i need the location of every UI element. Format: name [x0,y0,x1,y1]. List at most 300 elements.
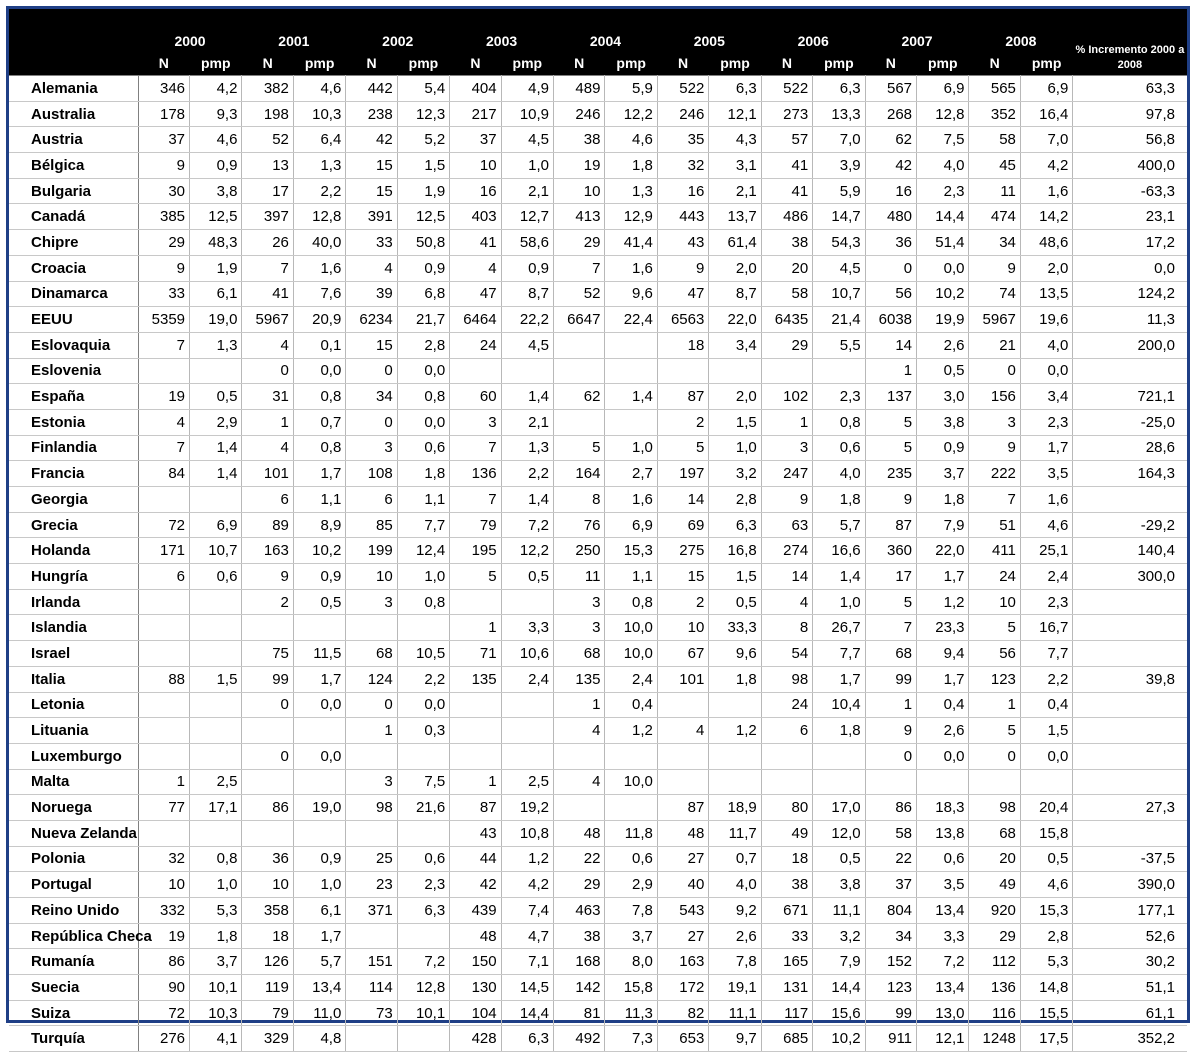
n-cell: 5 [969,615,1020,641]
country-cell: Noruega [9,795,138,821]
n-cell: 195 [450,538,501,564]
n-cell: 403 [450,204,501,230]
pmp-cell: 13,4 [917,975,969,1001]
pmp-cell: 4,1 [190,1026,242,1052]
n-cell: 5359 [138,307,189,333]
n-cell: 10 [969,589,1020,615]
n-cell: 87 [450,795,501,821]
n-cell: 19 [554,153,605,179]
n-cell: 0 [969,358,1020,384]
increment-cell [1073,358,1187,384]
pmp-cell [709,692,761,718]
pmp-cell: 0,5 [190,384,242,410]
pmp-cell: 4,8 [293,1026,345,1052]
pmp-cell: 1,0 [190,872,242,898]
n-cell: 463 [554,898,605,924]
pmp-cell: 11,5 [293,641,345,667]
n-cell [346,820,397,846]
n-cell: 136 [450,461,501,487]
pmp-cell: 7,0 [813,127,865,153]
pmp-cell: 3,7 [605,923,657,949]
n-cell: 41 [242,281,293,307]
year-header: 2007 [865,9,969,51]
pmp-cell: 4,0 [813,461,865,487]
table-row [9,487,1187,513]
pmp-cell [605,332,657,358]
n-cell: 391 [346,204,397,230]
pmp-cell: 4,5 [813,255,865,281]
pmp-cell: 1,3 [501,435,553,461]
pmp-cell: 2,6 [917,718,969,744]
table-row [9,435,1187,461]
n-cell: 198 [242,101,293,127]
pmp-cell: 1,0 [397,564,449,590]
increment-cell: 11,3 [1073,307,1187,333]
n-cell: 24 [450,332,501,358]
pmp-cell: 17,1 [190,795,242,821]
n-cell: 62 [554,384,605,410]
n-cell: 0 [865,255,916,281]
pmp-cell: 21,4 [813,307,865,333]
n-cell: 1 [865,358,916,384]
pmp-cell: 6,8 [397,281,449,307]
pmp-cell: 0,4 [917,692,969,718]
pmp-cell [397,820,449,846]
n-cell: 22 [865,846,916,872]
n-cell: 199 [346,538,397,564]
pmp-cell: 58,6 [501,230,553,256]
pmp-subheader: pmp [1020,51,1072,76]
n-cell: 44 [450,846,501,872]
n-cell: 5 [554,435,605,461]
n-cell: 9 [138,153,189,179]
n-cell: 29 [554,872,605,898]
pmp-cell: 9,7 [709,1026,761,1052]
pmp-cell: 4,6 [190,127,242,153]
table-row [9,178,1187,204]
pmp-cell [190,358,242,384]
table-row [9,461,1187,487]
n-cell: 7 [969,487,1020,513]
n-cell: 2 [657,589,708,615]
n-cell: 385 [138,204,189,230]
table-row [9,512,1187,538]
increment-cell: 23,1 [1073,204,1187,230]
pmp-cell: 3,8 [813,872,865,898]
n-cell: 3 [450,409,501,435]
table-row [9,820,1187,846]
n-cell: 1 [138,769,189,795]
pmp-cell: 5,4 [397,76,449,102]
n-cell: 49 [761,820,812,846]
n-cell: 101 [242,461,293,487]
increment-cell [1073,641,1187,667]
n-cell: 543 [657,898,708,924]
n-cell: 9 [865,718,916,744]
pmp-cell: 8,7 [501,281,553,307]
pmp-cell: 1,6 [293,255,345,281]
n-cell [138,743,189,769]
n-cell: 14 [657,487,708,513]
country-cell: Alemania [9,76,138,102]
n-cell: 99 [242,666,293,692]
n-cell [138,718,189,744]
n-cell: 197 [657,461,708,487]
pmp-cell: 1,4 [501,487,553,513]
n-cell: 1 [450,615,501,641]
n-cell: 671 [761,898,812,924]
country-cell: Suiza [9,1000,138,1026]
pmp-cell: 13,0 [917,1000,969,1026]
pmp-cell: 20,4 [1020,795,1072,821]
pmp-cell: 23,3 [917,615,969,641]
pmp-cell [605,358,657,384]
n-cell: 0 [242,692,293,718]
n-cell: 29 [554,230,605,256]
country-cell: España [9,384,138,410]
pmp-cell: 5,5 [813,332,865,358]
n-cell: 45 [969,153,1020,179]
n-cell: 48 [554,820,605,846]
pmp-cell: 1,7 [1020,435,1072,461]
n-cell: 77 [138,795,189,821]
n-cell: 1 [865,692,916,718]
n-cell [346,615,397,641]
pmp-cell: 13,4 [917,898,969,924]
n-cell: 10 [657,615,708,641]
pmp-cell: 0,0 [293,743,345,769]
pmp-cell: 5,3 [190,898,242,924]
header-corner [9,9,138,51]
increment-cell: 30,2 [1073,949,1187,975]
pmp-cell [709,743,761,769]
pmp-cell: 3,8 [917,409,969,435]
increment-cell: 352,2 [1073,1026,1187,1052]
pmp-cell: 2,5 [501,769,553,795]
pmp-cell: 14,8 [1020,975,1072,1001]
pmp-cell: 4,9 [501,76,553,102]
table-row [9,949,1187,975]
n-cell: 150 [450,949,501,975]
increment-cell: 39,8 [1073,666,1187,692]
pmp-cell: 7,7 [813,641,865,667]
increment-cell: -63,3 [1073,178,1187,204]
pmp-cell: 0,4 [605,692,657,718]
year-header: 2005 [657,9,761,51]
n-cell: 24 [761,692,812,718]
n-cell: 119 [242,975,293,1001]
n-cell: 52 [242,127,293,153]
pmp-cell: 2,0 [709,384,761,410]
n-cell: 346 [138,76,189,102]
pmp-cell [397,615,449,641]
n-cell: 6 [761,718,812,744]
pmp-cell: 6,9 [917,76,969,102]
year-header: 2000 [138,9,242,51]
n-cell [761,769,812,795]
n-subheader: N [450,51,501,76]
n-cell: 68 [969,820,1020,846]
n-cell: 5 [865,409,916,435]
pmp-cell: 0,0 [397,692,449,718]
pmp-cell: 12,0 [813,820,865,846]
pmp-cell: 4,2 [501,872,553,898]
n-cell: 15 [346,153,397,179]
pmp-cell: 16,7 [1020,615,1072,641]
n-cell: 163 [242,538,293,564]
n-cell: 25 [346,846,397,872]
n-cell: 397 [242,204,293,230]
n-subheader: N [346,51,397,76]
n-cell: 14 [761,564,812,590]
pmp-cell: 1,0 [813,589,865,615]
pmp-cell: 14,4 [917,204,969,230]
table-row [9,255,1187,281]
n-cell: 142 [554,975,605,1001]
n-cell: 116 [969,1000,1020,1026]
country-cell: EEUU [9,307,138,333]
n-cell: 48 [657,820,708,846]
pmp-cell: 2,6 [709,923,761,949]
n-cell: 58 [865,820,916,846]
n-cell: 42 [450,872,501,898]
n-cell: 26 [242,230,293,256]
n-cell: 40 [657,872,708,898]
n-cell: 443 [657,204,708,230]
increment-cell: 400,0 [1073,153,1187,179]
table-row [9,898,1187,924]
pmp-cell: 15,3 [605,538,657,564]
n-cell: 98 [969,795,1020,821]
country-cell: Rumanía [9,949,138,975]
n-cell: 274 [761,538,812,564]
pmp-cell: 7,4 [501,898,553,924]
pmp-cell: 4,2 [1020,153,1072,179]
pmp-cell: 2,3 [1020,589,1072,615]
pmp-cell: 0,6 [917,846,969,872]
n-cell: 9 [969,435,1020,461]
pmp-cell: 19,0 [293,795,345,821]
n-cell: 29 [761,332,812,358]
pmp-cell: 7,7 [397,512,449,538]
increment-cell: 0,0 [1073,255,1187,281]
country-cell: Finlandia [9,435,138,461]
pmp-cell: 2,2 [1020,666,1072,692]
n-cell: 238 [346,101,397,127]
n-cell: 27 [657,846,708,872]
pmp-cell: 3,7 [917,461,969,487]
pmp-cell: 12,1 [917,1026,969,1052]
table-body [9,76,1187,1052]
n-cell: 8 [554,487,605,513]
increment-cell: 164,3 [1073,461,1187,487]
pmp-cell: 8,7 [709,281,761,307]
pmp-cell: 7,1 [501,949,553,975]
n-subheader: N [242,51,293,76]
country-cell: Israel [9,641,138,667]
pmp-cell: 3,7 [190,949,242,975]
pmp-cell [190,820,242,846]
n-cell: 99 [865,1000,916,1026]
n-cell: 29 [138,230,189,256]
pmp-cell: 2,9 [190,409,242,435]
increment-cell: 52,6 [1073,923,1187,949]
n-cell [138,487,189,513]
n-cell: 126 [242,949,293,975]
pmp-cell: 6,3 [501,1026,553,1052]
n-cell: 47 [450,281,501,307]
increment-cell: 63,3 [1073,76,1187,102]
n-cell: 14 [865,332,916,358]
pmp-cell: 0,9 [190,153,242,179]
n-cell: 117 [761,1000,812,1026]
pmp-cell: 1,2 [709,718,761,744]
country-cell: Bulgaria [9,178,138,204]
pmp-cell: 41,4 [605,230,657,256]
country-cell: Turquía [9,1026,138,1052]
pmp-cell: 1,8 [813,487,865,513]
n-cell: 18 [761,846,812,872]
n-cell [138,820,189,846]
increment-cell [1073,769,1187,795]
n-cell: 81 [554,1000,605,1026]
n-cell: 6647 [554,307,605,333]
n-cell: 43 [450,820,501,846]
n-cell: 1248 [969,1026,1020,1052]
n-cell: 3 [346,435,397,461]
pmp-cell [190,487,242,513]
n-cell: 30 [138,178,189,204]
pmp-cell: 0,6 [397,846,449,872]
pmp-cell: 6,4 [293,127,345,153]
pmp-cell: 1,7 [917,666,969,692]
n-cell [554,332,605,358]
pmp-cell: 0,6 [397,435,449,461]
pmp-cell: 1,0 [605,435,657,461]
n-cell: 38 [761,872,812,898]
country-cell: Croacia [9,255,138,281]
pmp-cell: 12,5 [397,204,449,230]
n-cell: 2 [657,409,708,435]
year-header: 2001 [242,9,346,51]
n-cell: 104 [450,1000,501,1026]
table-row [9,589,1187,615]
pmp-cell: 4,0 [709,872,761,898]
pmp-cell: 51,4 [917,230,969,256]
n-cell: 41 [450,230,501,256]
n-cell: 0 [242,743,293,769]
pmp-cell: 2,6 [917,332,969,358]
pmp-cell: 13,8 [917,820,969,846]
pmp-cell: 20,9 [293,307,345,333]
n-cell: 428 [450,1026,501,1052]
pmp-cell: 3,4 [709,332,761,358]
pmp-cell: 14,4 [813,975,865,1001]
pmp-cell: 10,8 [501,820,553,846]
n-cell: 17 [865,564,916,590]
n-cell [657,769,708,795]
n-cell: 4 [138,409,189,435]
country-cell: Grecia [9,512,138,538]
pmp-cell: 3,9 [813,153,865,179]
n-cell: 51 [969,512,1020,538]
n-cell: 0 [242,358,293,384]
n-cell: 5 [865,435,916,461]
n-cell [554,409,605,435]
pmp-cell: 11,1 [813,898,865,924]
n-cell: 89 [242,512,293,538]
pmp-cell: 2,9 [605,872,657,898]
pmp-cell: 1,7 [293,461,345,487]
increment-cell: -37,5 [1073,846,1187,872]
pmp-cell: 4,0 [917,153,969,179]
n-cell: 9 [242,564,293,590]
pmp-cell: 11,0 [293,1000,345,1026]
pmp-cell: 10,0 [605,769,657,795]
pmp-cell: 12,1 [709,101,761,127]
pmp-cell: 7,2 [397,949,449,975]
pmp-cell [397,923,449,949]
pmp-cell [501,358,553,384]
increment-cell: 300,0 [1073,564,1187,590]
n-cell: 217 [450,101,501,127]
n-cell: 1 [346,718,397,744]
pmp-cell: 3,5 [1020,461,1072,487]
country-cell: Luxemburgo [9,743,138,769]
n-cell: 123 [865,975,916,1001]
pmp-cell: 15,8 [605,975,657,1001]
n-cell: 72 [138,1000,189,1026]
pmp-cell: 13,5 [1020,281,1072,307]
n-cell: 522 [657,76,708,102]
pmp-cell: 4,7 [501,923,553,949]
n-cell: 4 [346,255,397,281]
n-cell: 76 [554,512,605,538]
increment-cell: 721,1 [1073,384,1187,410]
n-cell: 79 [450,512,501,538]
n-cell: 2 [242,589,293,615]
n-cell: 68 [346,641,397,667]
pmp-cell: 12,3 [397,101,449,127]
increment-cell: 140,4 [1073,538,1187,564]
n-cell [554,795,605,821]
pmp-cell: 1,0 [709,435,761,461]
country-cell: Italia [9,666,138,692]
n-cell: 5967 [242,307,293,333]
n-cell: 131 [761,975,812,1001]
pmp-cell: 2,1 [501,409,553,435]
pmp-cell: 1,8 [813,718,865,744]
pmp-cell: 4,0 [1020,332,1072,358]
country-cell: Islandia [9,615,138,641]
n-cell: 0 [346,692,397,718]
table-row [9,101,1187,127]
pmp-subheader: pmp [397,51,449,76]
n-cell: 15 [657,564,708,590]
n-cell: 58 [761,281,812,307]
n-cell: 23 [346,872,397,898]
pmp-cell: 6,3 [709,76,761,102]
pmp-cell: 7,0 [1020,127,1072,153]
increment-cell [1073,487,1187,513]
n-cell: 68 [554,641,605,667]
pmp-cell: 15,5 [1020,1000,1072,1026]
pmp-cell: 0,1 [293,332,345,358]
pmp-cell: 0,0 [397,409,449,435]
n-subheader: N [554,51,605,76]
pmp-cell: 3,3 [501,615,553,641]
table-row [9,127,1187,153]
